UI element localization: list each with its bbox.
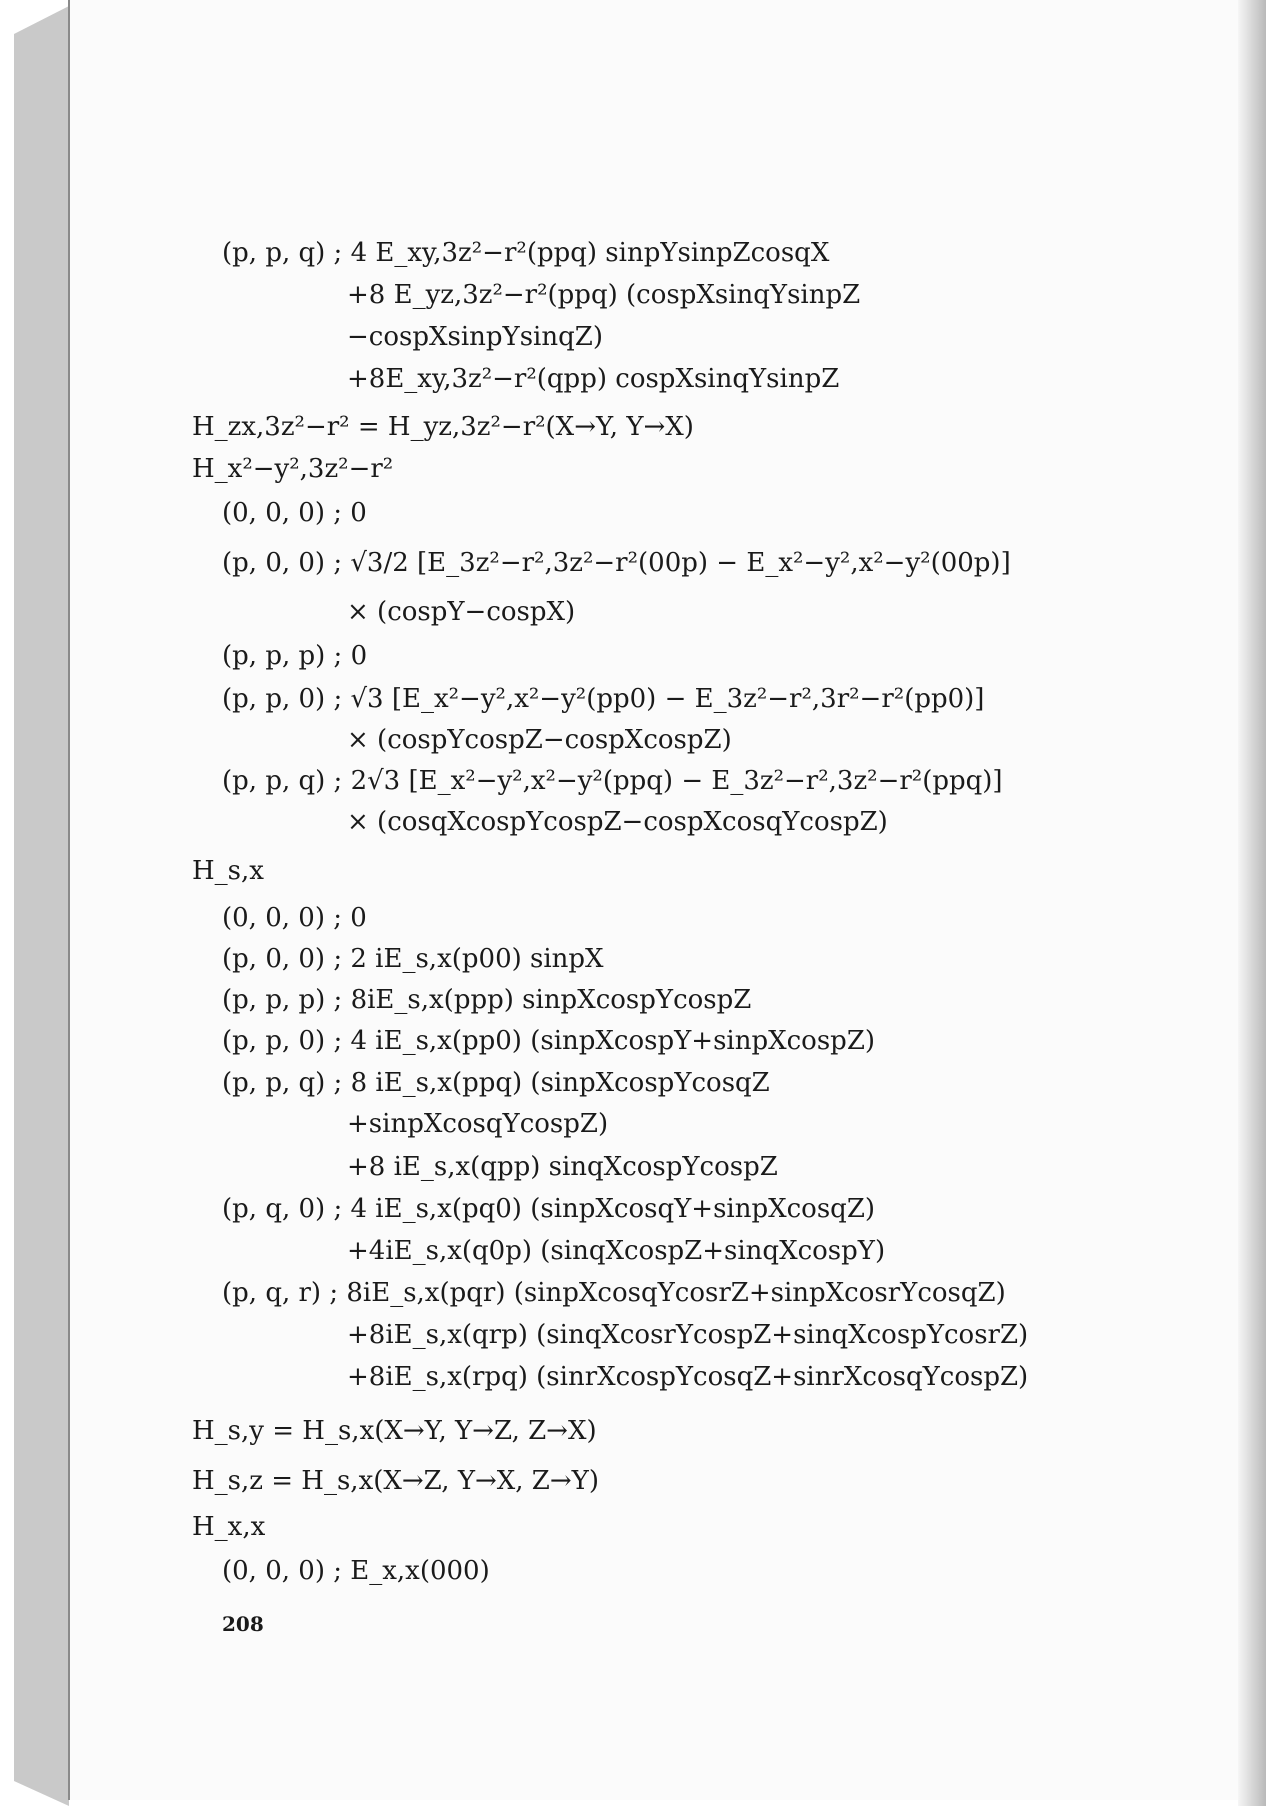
equation-line: +8E_xy,3z²−r²(qpp) cospXsinqYsinpZ: [347, 364, 840, 394]
equation-line: × (cospYcospZ−cospXcospZ): [347, 725, 732, 755]
equation-line: H_s,z = H_s,x(X→Z, Y→X, Z→Y): [192, 1466, 599, 1496]
page-edge-shadow: [1238, 0, 1266, 1806]
equation-line: × (cospY−cospX): [347, 597, 576, 627]
equation-line: (p, q, 0) ; 4 iE_s,x(pq0) (sinpXcosqY+sinpXcosqZ): [222, 1194, 876, 1224]
equation-line: +4iE_s,x(q0p) (sinqXcospZ+sinqXcospY): [347, 1236, 886, 1266]
section-heading: H_s,x: [192, 856, 264, 886]
section-heading: H_x,x: [192, 1512, 266, 1542]
equation-line: H_s,y = H_s,x(X→Y, Y→Z, Z→X): [192, 1416, 597, 1446]
equation-line: (p, p, q) ; 4 E_xy,3z²−r²(ppq) sinpYsinpZcosqX: [222, 238, 830, 268]
equation-line: (p, p, 0) ; √3 [E_x²−y²,x²−y²(pp0) − E_3z²−r²,3r²−r²(pp0)]: [222, 684, 985, 714]
equation-line: +8 E_yz,3z²−r²(ppq) (cospXsinqYsinpZ: [347, 280, 861, 310]
equation-line: (0, 0, 0) ; E_x,x(000): [222, 1556, 490, 1586]
section-heading: H_x²−y²,3z²−r²: [192, 454, 394, 484]
equation-line: (0, 0, 0) ; 0: [222, 903, 367, 933]
equation-line: +8 iE_s,x(qpp) sinqXcospYcospZ: [347, 1152, 778, 1182]
book-spine: [14, 6, 69, 1806]
page-number: 208: [222, 1612, 264, 1636]
equation-line: +sinpXcosqYcospZ): [347, 1109, 609, 1139]
equation-line: (p, p, p) ; 8iE_s,x(ppp) sinpXcospYcospZ: [222, 985, 752, 1015]
equation-line: (0, 0, 0) ; 0: [222, 498, 367, 528]
equation-line: (p, p, 0) ; 4 iE_s,x(pp0) (sinpXcospY+sinpXcospZ): [222, 1026, 876, 1056]
equation-line: (p, p, p) ; 0: [222, 641, 368, 671]
equation-line: +8iE_s,x(rpq) (sinrXcospYcosqZ+sinrXcosqYcospZ): [347, 1362, 1029, 1392]
equation-line: H_zx,3z²−r² = H_yz,3z²−r²(X→Y, Y→X): [192, 412, 694, 442]
equation-line: (p, p, q) ; 2√3 [E_x²−y²,x²−y²(ppq) − E_3z²−r²,3z²−r²(ppq)]: [222, 766, 1003, 796]
equation-line: (p, p, q) ; 8 iE_s,x(ppq) (sinpXcospYcosqZ: [222, 1068, 770, 1098]
equation-line: (p, q, r) ; 8iE_s,x(pqr) (sinpXcosqYcosrZ+sinpXcosrYcosqZ): [222, 1278, 1006, 1308]
equation-line: (p, 0, 0) ; √3/2 [E_3z²−r²,3z²−r²(00p) − E_x²−y²,x²−y²(00p)]: [222, 548, 1011, 578]
equation-line: +8iE_s,x(qrp) (sinqXcosrYcospZ+sinqXcospYcosrZ): [347, 1320, 1029, 1350]
equation-line: (p, 0, 0) ; 2 iE_s,x(p00) sinpX: [222, 944, 604, 974]
equation-line: × (cosqXcospYcospZ−cospXcosqYcospZ): [347, 807, 888, 837]
equation-line: −cospXsinpYsinqZ): [347, 322, 603, 352]
